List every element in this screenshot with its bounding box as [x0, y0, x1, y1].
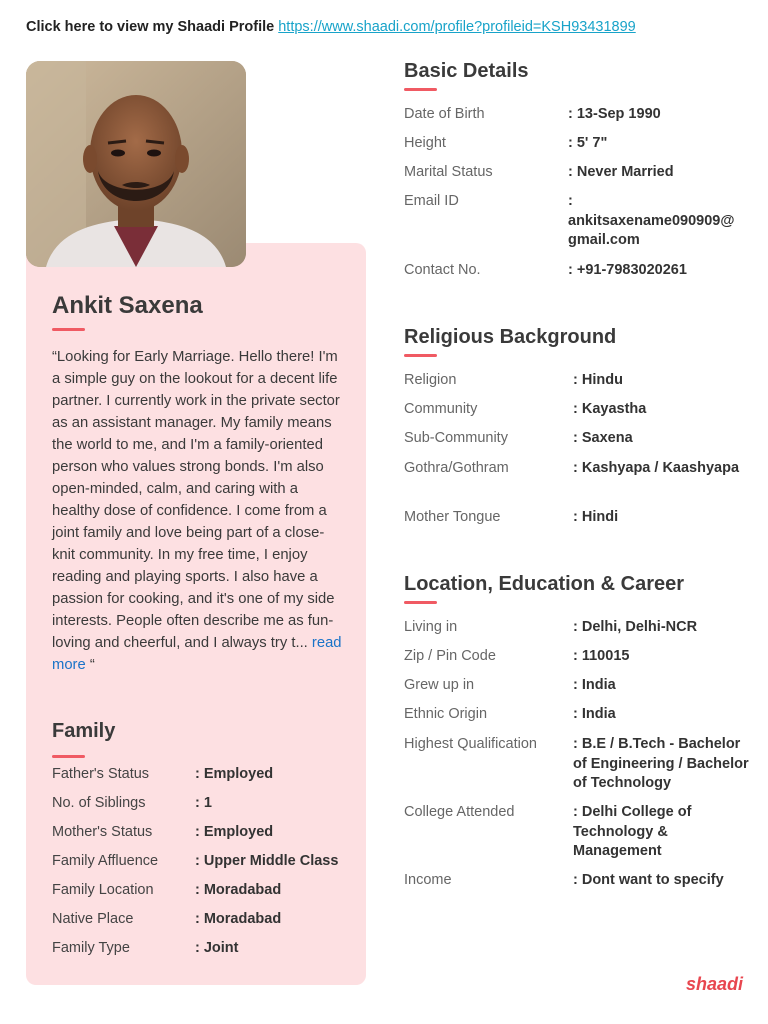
religion-value: : Kashyapa / Kaashyapa — [573, 460, 740, 476]
family-label: Native Place — [52, 911, 134, 927]
family-row — [52, 882, 352, 902]
career-value: : Delhi, Delhi-NCR — [573, 619, 698, 635]
family-value: : Employed — [195, 766, 274, 782]
career-value: : India — [573, 706, 616, 722]
family-label: Mother's Status — [52, 824, 153, 840]
profile-link[interactable]: https://www.shaadi.com/profile?profileid=KSH93431899 — [278, 19, 636, 35]
basic-label: Height — [404, 135, 446, 151]
read-more-link[interactable]: read more — [52, 635, 342, 673]
family-heading: Family — [52, 720, 116, 742]
family-value: : Employed — [195, 824, 274, 840]
career-label: Income — [404, 872, 452, 888]
basic-value: : +91-7983020261 — [568, 262, 687, 278]
family-label: Family Type — [52, 940, 130, 956]
family-value: : Upper Middle Class — [195, 853, 339, 869]
religion-label: Gothra/Gothram — [404, 460, 509, 476]
family-row — [52, 824, 352, 844]
career-label: Living in — [404, 619, 458, 635]
family-row — [52, 940, 352, 960]
basic-label: Email ID — [404, 193, 459, 209]
religion-label: Mother Tongue — [404, 509, 501, 525]
family-label: Family Location — [52, 882, 154, 898]
basic-label: Marital Status — [404, 164, 493, 180]
religion-value: : Saxena — [573, 430, 633, 446]
family-value: : Moradabad — [195, 911, 282, 927]
career-label: Grew up in — [404, 677, 475, 693]
basic-value: : 13-Sep 1990 — [568, 106, 661, 122]
religious-heading: Religious Background — [404, 326, 617, 348]
religion-value: : Hindi — [573, 509, 619, 525]
family-value: : 1 — [195, 795, 212, 811]
family-row — [52, 795, 352, 815]
profile-link-lead: Click here to view my Shaadi Profile — [26, 19, 275, 35]
family-label: Family Affluence — [52, 853, 159, 869]
profile-name: Ankit Saxena — [52, 292, 203, 319]
basic-value: : Never Married — [568, 164, 674, 180]
career-label: Zip / Pin Code — [404, 648, 496, 664]
family-label: Father's Status — [52, 766, 150, 782]
family-value: : Joint — [195, 940, 239, 956]
career-value: : 110015 — [573, 648, 630, 664]
career-underline — [404, 601, 437, 604]
email-value: ankitsaxename090909@ — [568, 213, 735, 229]
profile-photo — [26, 61, 246, 267]
religious-underline — [404, 354, 437, 357]
religion-value: : Kayastha — [573, 401, 647, 417]
family-label: No. of Siblings — [52, 795, 146, 811]
basic-value: : 5' 7" — [568, 135, 608, 151]
family-row — [52, 853, 352, 873]
career-value: : Dont want to specify — [573, 872, 724, 888]
name-underline — [52, 328, 85, 331]
career-label: Ethnic Origin — [404, 706, 488, 722]
family-underline — [52, 755, 85, 758]
family-row — [52, 766, 352, 786]
religion-label: Religion — [404, 372, 457, 388]
career-value: : India — [573, 677, 616, 693]
about-text — [52, 346, 344, 676]
religion-value: : Hindu — [573, 372, 623, 388]
family-row — [52, 911, 352, 931]
family-value: : Moradabad — [195, 882, 282, 898]
about-body: “Looking for Early Marriage. Hello there! I'm a simple guy on the lookout for a decent life partner. I currently work in the private sector as an assistant manager. My family means the world to me, and I'm a family-oriented person who values strong bonds. I'm also open-minded, calm, and caring with a healthy dose of confidence. I come from a joint family and love being part of a close-knit community. In my free time, I enjoy reading and playing sports. I also have a passion for cooking, and it's one of my side interests. People often describe me as fun-loving and cheerful, and I always try t... — [52, 349, 340, 651]
basic-label: Contact No. — [404, 262, 481, 278]
career-value: : B.E / B.Tech - Bachelor of Engineering / Bachelor of Technology — [573, 736, 749, 791]
basic-details-heading: Basic Details — [404, 60, 529, 82]
basic-value: : — [568, 193, 573, 209]
career-label: Highest Qualification — [404, 736, 537, 752]
email-value: gmail.com — [568, 232, 640, 248]
basic-label: Date of Birth — [404, 106, 485, 122]
career-label: College Attended — [404, 804, 515, 820]
shaadi-logo: shaadi — [686, 974, 744, 994]
career-value: : Delhi College of Technology & Management — [573, 804, 692, 859]
religion-label: Community — [404, 401, 478, 417]
about-close-quote: “ — [89, 657, 95, 673]
profile-link-line — [26, 19, 636, 35]
religion-label: Sub-Community — [404, 430, 508, 446]
basic-details-underline — [404, 88, 437, 91]
career-heading: Location, Education & Career — [404, 573, 685, 595]
